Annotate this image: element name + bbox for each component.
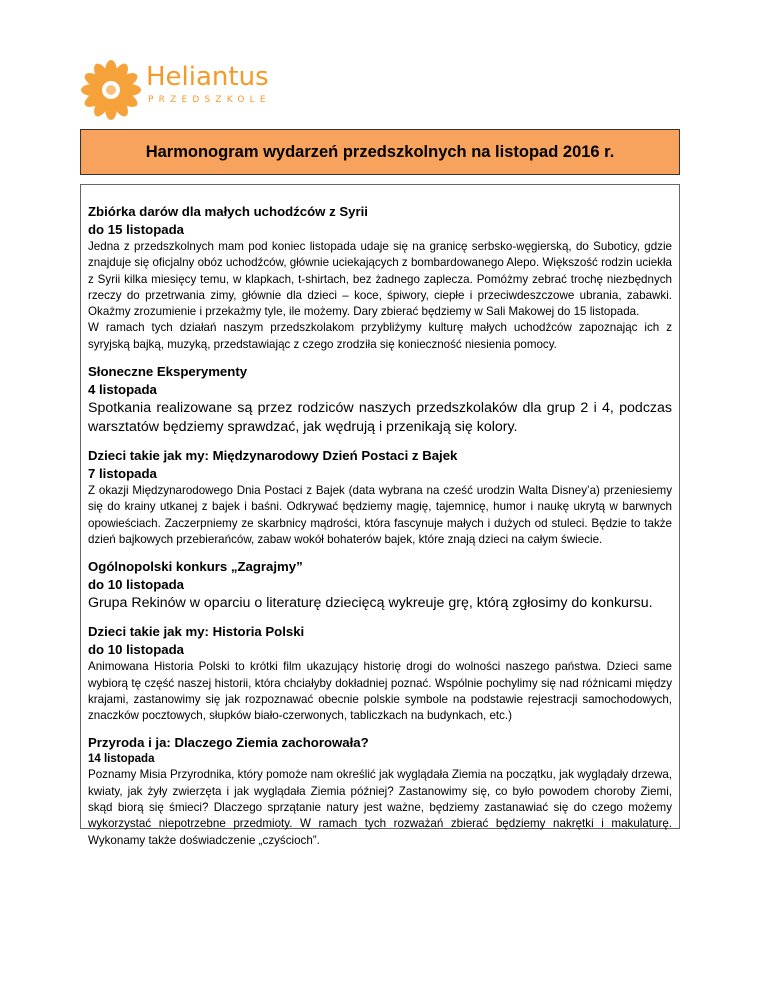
event-description: Animowana Historia Polski to krótki film ukazujący historię drogi do wolności naszego państwa. Dzieci same wybiorą tę część naszej historii, która chciałyby dokładniej poznać. Wspólnie pochylimy się nad różnicami między krajami, zastanowimy się jak rozpoznawać obecnie polskie symbole na podstawie rejestracji samochodowych, znaczków pocztowych, słupków biało-czerwonych, tabliczkach na budynkach, etc.) (88, 660, 672, 723)
event-date: do 10 listopada (88, 577, 184, 593)
logo-subtitle: PRZEDSZKOLE (148, 95, 271, 105)
title-banner (80, 129, 680, 175)
event-date: do 10 listopada (88, 642, 184, 658)
event-refugee-donations (88, 203, 672, 353)
event-title: Przyroda i ja: Dlaczego Ziemia zachorowała? (88, 735, 369, 751)
event-description: Spotkania realizowane są przez rodziców naszych przedszkolaków dla grup 2 i 4, podczas warsztatów będziemy sprawdzać, jak wędrują i przenikają się kolory. (88, 400, 672, 436)
event-date: 7 listopada (88, 466, 157, 482)
event-description: Poznamy Misia Przyrodnika, który pomoże nam określić jak wyglądała Ziemia na początku, jak wyglądały drzewa, kwiaty, jak żyły zwierzęta i jak wyglądała Ziemia później? Zastanowimy się, co było powodem choroby Ziemi, skąd biorą się śmieci? Dlaczego sprzątanie natury jest ważne, będziemy zastanawiać się do czego możemy wykorzystać niepotrzebne przedmioty. W ramach tych rozważań zbierać będziemy nakrętki i makulaturę. Wykonamy także doświadczenie „czyścioch”. (88, 768, 672, 847)
event-title: Ogólnopolski konkurs „Zagrajmy” (88, 559, 303, 575)
event-description: Z okazji Międzynarodowego Dnia Postaci z Bajek (data wybrana na cześć urodzin Walta Disney’a) przeniesiemy się do krainy utkanej z bajek i baśni. Odkrywać będziemy magię, tajemnicę, humor i naukę ukrytą w barwnych opowieściach. Zaczerpniemy ze skarbnicy mądrości, która fascynuje małych i dużych od stuleci. Będzie to także dzień bajkowych przebierańców, zabaw wokół bohaterów bajek, które znają dzieci na całym świecie. (88, 484, 672, 546)
event-date: 14 listopada (88, 753, 155, 766)
event-date: do 15 listopada (88, 222, 184, 237)
event-title: Dzieci takie jak my: Międzynarodowy Dzień Postaci z Bajek (88, 448, 458, 464)
event-description: Jedna z przedszkolnych mam pod koniec listopada udaje się na granicę serbsko-węgierską, do Suboticy, gdzie znajduje się oficjalny obóz uchodźców, głównie uciekających z bombardowanego Alepo. Większość rodzin uciekła z Syrii kilka miesięcy temu, w klapkach, t-shirtach, bez żadnego zaplecza. Pomóżmy zebrać trochę niezbędnych rzeczy do przetrwania zimy, głównie dla dzieci – koce, śpiwory, ciepłe i przeciwdeszczowe ubrania, zabawki. Okażmy zrozumienie i przekażmy tyle, ile możemy. Dary zbierać będziemy w Sali Makowej do 15 listopada. (88, 240, 672, 319)
event-fairytale-day (88, 447, 672, 548)
event-title: Dzieci takie jak my: Historia Polski (88, 624, 305, 640)
page-title: Harmonogram wydarzeń przedszkolnych na listopad 2016 r. (145, 142, 615, 161)
logo (78, 60, 271, 120)
event-contest-zagrajmy (88, 558, 672, 613)
event-sun-experiments (88, 363, 672, 437)
events-list (80, 184, 680, 847)
event-polish-history (88, 623, 672, 724)
event-earth-sick (88, 734, 672, 848)
event-title: Słoneczne Eksperymenty (88, 364, 248, 380)
event-title: Zbiórka darów dla małych uchodźców z Syrii (88, 204, 368, 219)
event-date: 4 listopada (88, 382, 157, 398)
logo-name: Heliantus (146, 62, 269, 92)
event-description: W ramach tych działań naszym przedszkolakom przybliżymy kulturę małych uchodźców zapoznając ich z syryjską bajką, muzyką, przedstawiając z czego zrodziła się konieczność niesienia pomocy. (88, 321, 672, 351)
sunflower-icon (78, 60, 144, 120)
event-description: Grupa Rekinów w oparciu o literaturę dziecięcą wykreuje grę, którą zgłosimy do konkursu. (88, 595, 653, 612)
